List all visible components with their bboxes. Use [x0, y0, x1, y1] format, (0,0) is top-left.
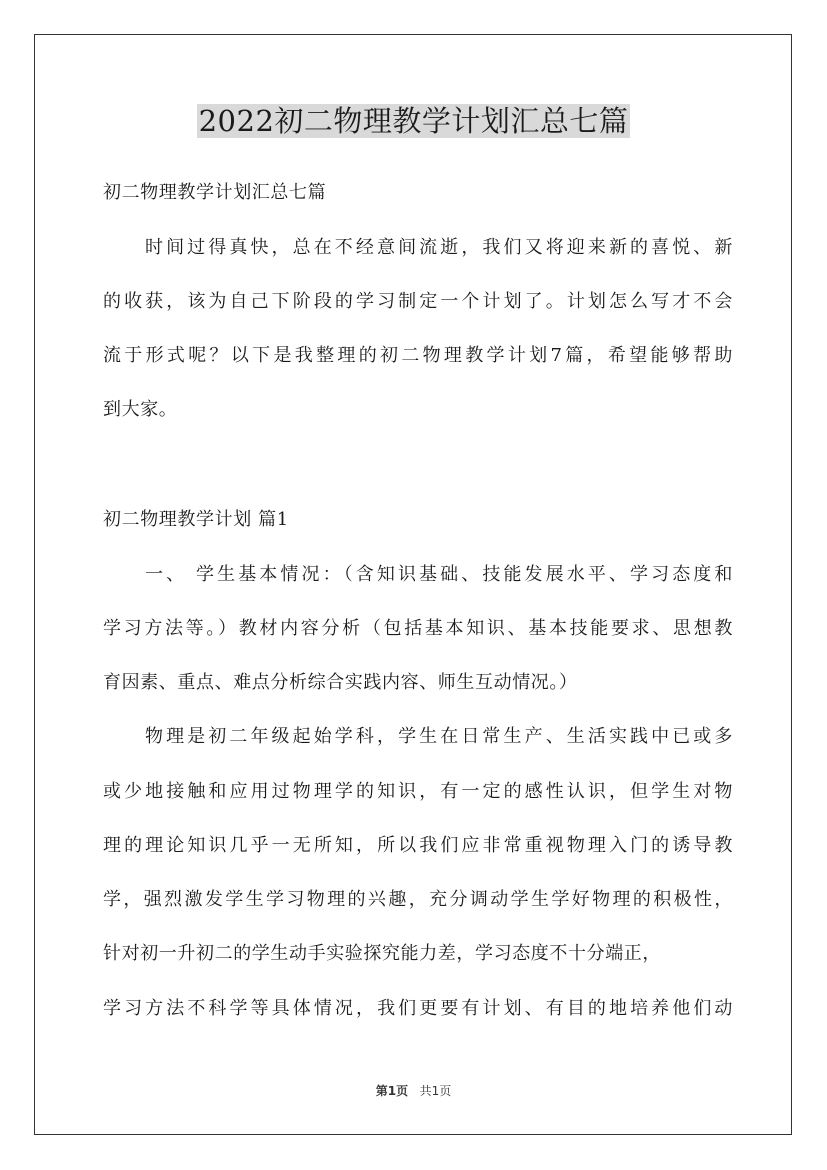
paragraph-line: 理的理论知识几乎一无所知，所以我们应非常重视物理入门的诱导教 — [103, 835, 733, 856]
paragraph-line: 的收获，该为自己下阶段的学习制定一个计划了。计划怎么写才不会 — [103, 291, 733, 312]
paragraph-line: 学，强烈激发学生学习物理的兴趣，充分调动学生学好物理的积极性， — [103, 889, 733, 910]
paragraph-line: 到大家。 — [103, 399, 178, 420]
paragraph-line: 育因素、重点、难点分析综合实践内容、师生互动情况。） — [103, 672, 578, 693]
document-title-text: 2022初二物理教学计划汇总七篇 — [198, 104, 629, 138]
document-title — [0, 101, 827, 141]
paragraph-line: 学习方法等。）教材内容分析（包括基本知识、基本技能要求、思想教 — [103, 618, 733, 639]
page-footer — [0, 1083, 827, 1099]
section-heading: 初二物理教学计划 篇1 — [103, 509, 289, 530]
paragraph-line: 针对初一升初二的学生动手实验探究能力差，学习态度不十分端正， — [103, 943, 661, 964]
paragraph-line: 时间过得真快，总在不经意间流逝，我们又将迎来新的喜悦、新 — [145, 237, 733, 258]
paragraph-line: 物理是初二年级起始学科，学生在日常生产、生活实践中已或多 — [145, 726, 733, 747]
paragraph-line: 或少地接触和应用过物理学的知识，有一定的感性认识，但学生对物 — [103, 781, 733, 802]
subtitle-line: 初二物理教学计划汇总七篇 — [103, 182, 327, 203]
page-number: 第1页 — [375, 1084, 409, 1098]
paragraph-line: 学习方法不科学等具体情况，我们更要有计划、有目的地培养他们动 — [103, 998, 733, 1019]
paragraph-line: 流于形式呢？以下是我整理的初二物理教学计划7篇，希望能够帮助 — [103, 345, 733, 366]
paragraph-line: 一、 学生基本情况：（含知识基础、技能发展水平、学习态度和 — [145, 564, 733, 585]
page-total: 共1页 — [419, 1084, 452, 1098]
